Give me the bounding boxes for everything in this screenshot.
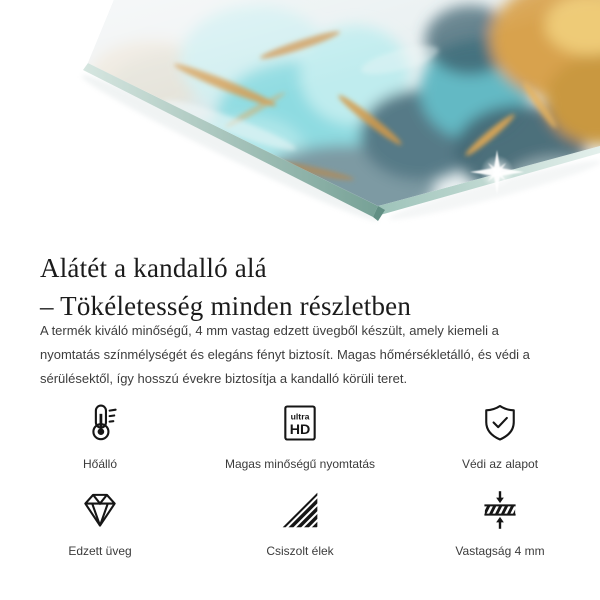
thickness-icon bbox=[478, 488, 522, 532]
feature-thickness bbox=[400, 488, 600, 559]
thermometer-icon bbox=[78, 401, 122, 445]
page-title-line2: – Tökéletesség minden részletben bbox=[40, 291, 412, 322]
feature-protects-base bbox=[400, 401, 600, 472]
feature-print-quality bbox=[200, 401, 400, 472]
feature-label: Hőálló bbox=[82, 457, 118, 471]
feature-label: Edzett üveg bbox=[68, 544, 132, 558]
ultra-text: ultra bbox=[290, 411, 310, 422]
feature-label: Magas minőségű nyomtatás bbox=[224, 457, 376, 471]
product-image bbox=[0, 0, 600, 250]
page-title-line1: Alátét a kandalló alá bbox=[40, 253, 267, 284]
feature-label: Védi az alapot bbox=[461, 457, 539, 471]
feature-tempered-glass bbox=[0, 488, 200, 559]
feature-polished-edges bbox=[200, 488, 400, 559]
page-title bbox=[40, 249, 411, 325]
feature-label: Vastagság 4 mm bbox=[455, 544, 545, 558]
polished-edges-icon bbox=[278, 488, 322, 532]
feature-label: Csiszolt élek bbox=[266, 544, 334, 558]
feature-grid bbox=[0, 401, 600, 559]
glass-panel-illustration bbox=[0, 0, 600, 250]
hd-text: HD bbox=[289, 422, 311, 438]
shield-check-icon bbox=[478, 401, 522, 445]
diamond-icon bbox=[78, 488, 122, 532]
feature-heat-resistant bbox=[0, 401, 200, 472]
product-description: A termék kiváló minőségű, 4 mm vastag edzett üvegből készült, amely kiemeli a nyomtatás színmélységét és elegáns fényt biztosít. Magas hőmérsékletálló, és védi a sérülésektől, így hosszú évekre biztosítja a kandalló körüli teret. bbox=[40, 323, 530, 386]
ultra-hd-icon bbox=[278, 401, 322, 445]
